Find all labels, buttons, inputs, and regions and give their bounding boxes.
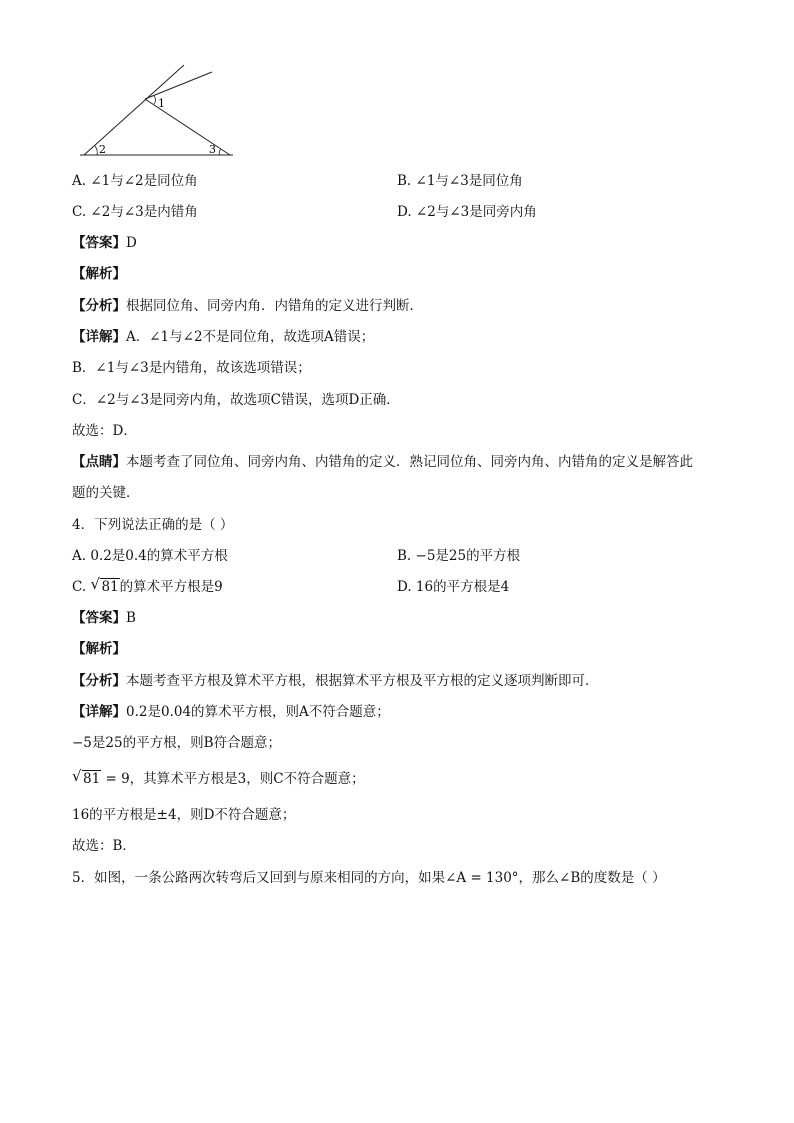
- q3-option-a: A. ∠1与∠2是同位角: [72, 173, 198, 189]
- q4-answer: [72, 609, 136, 627]
- answer-value: B: [126, 610, 136, 626]
- q3-jiexi: 【解析】: [72, 266, 126, 282]
- q3-comment-2: 题的关键．: [72, 485, 140, 501]
- q5-stem: 5．如图，一条公路两次转弯后又回到与原来相同的方向，如果∠A = 130°，那么∠B的度数是（ ）: [72, 870, 666, 886]
- angle3-label: 3: [209, 143, 216, 156]
- angle1-arc: [154, 96, 156, 104]
- analysis-tag: 【分析】: [72, 298, 126, 314]
- angle-figure: [78, 62, 238, 162]
- answer-tag: 【答案】: [72, 235, 126, 251]
- q4-option-b: B. −5是25的平方根: [397, 548, 521, 564]
- q3-comment-1: [72, 453, 693, 471]
- q4-option-a: A. 0.2是0.4的算术平方根: [72, 548, 228, 564]
- q4-stem: 4．下列说法正确的是（ ）: [72, 517, 234, 533]
- comment-text: 本题考查了同位角、同旁内角、内错角的定义．熟记同位角、同旁内角、内错角的定义是解答此: [126, 454, 693, 470]
- sqrt-81: [90, 575, 119, 596]
- analysis-text: 本题考查平方根及算术平方根，根据算术平方根及平方根的定义逐项判断即可．: [126, 673, 599, 689]
- q3-choose: 故选：D．: [72, 423, 137, 439]
- analysis-text: 根据同位角、同旁内角．内错角的定义进行判断．: [126, 298, 423, 314]
- detail-tag: 【详解】: [72, 329, 126, 345]
- q3-answer: [72, 234, 137, 252]
- q3-detail-3: C．∠2与∠3是同旁内角，故选项C错误，选项D正确．: [72, 392, 400, 408]
- radical-sign: √: [90, 575, 100, 593]
- radicand: 81: [83, 771, 101, 787]
- q4-detail-2: −5是25的平方根，则B符合题意；: [72, 735, 281, 751]
- q3-detail-2: B．∠1与∠3是内错角，故该选项错误；: [72, 360, 311, 376]
- detail-tag: 【详解】: [72, 704, 126, 720]
- angle2-arc: [95, 146, 97, 155]
- q3-option-d: D. ∠2与∠3是同旁内角: [397, 204, 537, 220]
- q3-detail-1: [72, 328, 374, 346]
- answer-value: D: [126, 235, 137, 251]
- option-prefix: C.: [72, 579, 91, 595]
- q3-option-c: C. ∠2与∠3是内错角: [72, 204, 198, 220]
- q4-option-c: [72, 575, 223, 596]
- detail-text: A．∠1与∠2不是同位角，故选项A错误；: [126, 329, 375, 345]
- ray-line: [145, 72, 212, 99]
- option-suffix: 的算术平方根是9: [119, 579, 223, 595]
- radical-sign: √: [72, 767, 82, 785]
- q4-detail-1: [72, 703, 390, 721]
- angle2-label: 2: [99, 143, 106, 156]
- q3-option-b: B. ∠1与∠3是同位角: [397, 173, 523, 189]
- left-side-line: [84, 65, 184, 155]
- detail-text: 0.2是0.04的算术平方根，则A不符合题意；: [126, 704, 390, 720]
- q4-option-d: D. 16的平方根是4: [397, 579, 510, 595]
- angle3-arc: [219, 149, 221, 155]
- q4-jiexi: 【解析】: [72, 641, 126, 657]
- detail-text: = 9，其算术平方根是3，则C不符合题意；: [101, 771, 365, 787]
- q3-analysis: [72, 297, 423, 315]
- sqrt-81: [72, 767, 101, 788]
- q4-analysis: [72, 672, 599, 690]
- radicand: 81: [101, 579, 119, 595]
- answer-tag: 【答案】: [72, 610, 126, 626]
- q4-choose: 故选：B．: [72, 838, 136, 854]
- q4-detail-3: [72, 767, 365, 788]
- q4-detail-4: 16的平方根是±4，则D不符合题意；: [72, 807, 296, 823]
- comment-tag: 【点睛】: [72, 454, 126, 470]
- angle1-label: 1: [158, 97, 165, 110]
- analysis-tag: 【分析】: [72, 673, 126, 689]
